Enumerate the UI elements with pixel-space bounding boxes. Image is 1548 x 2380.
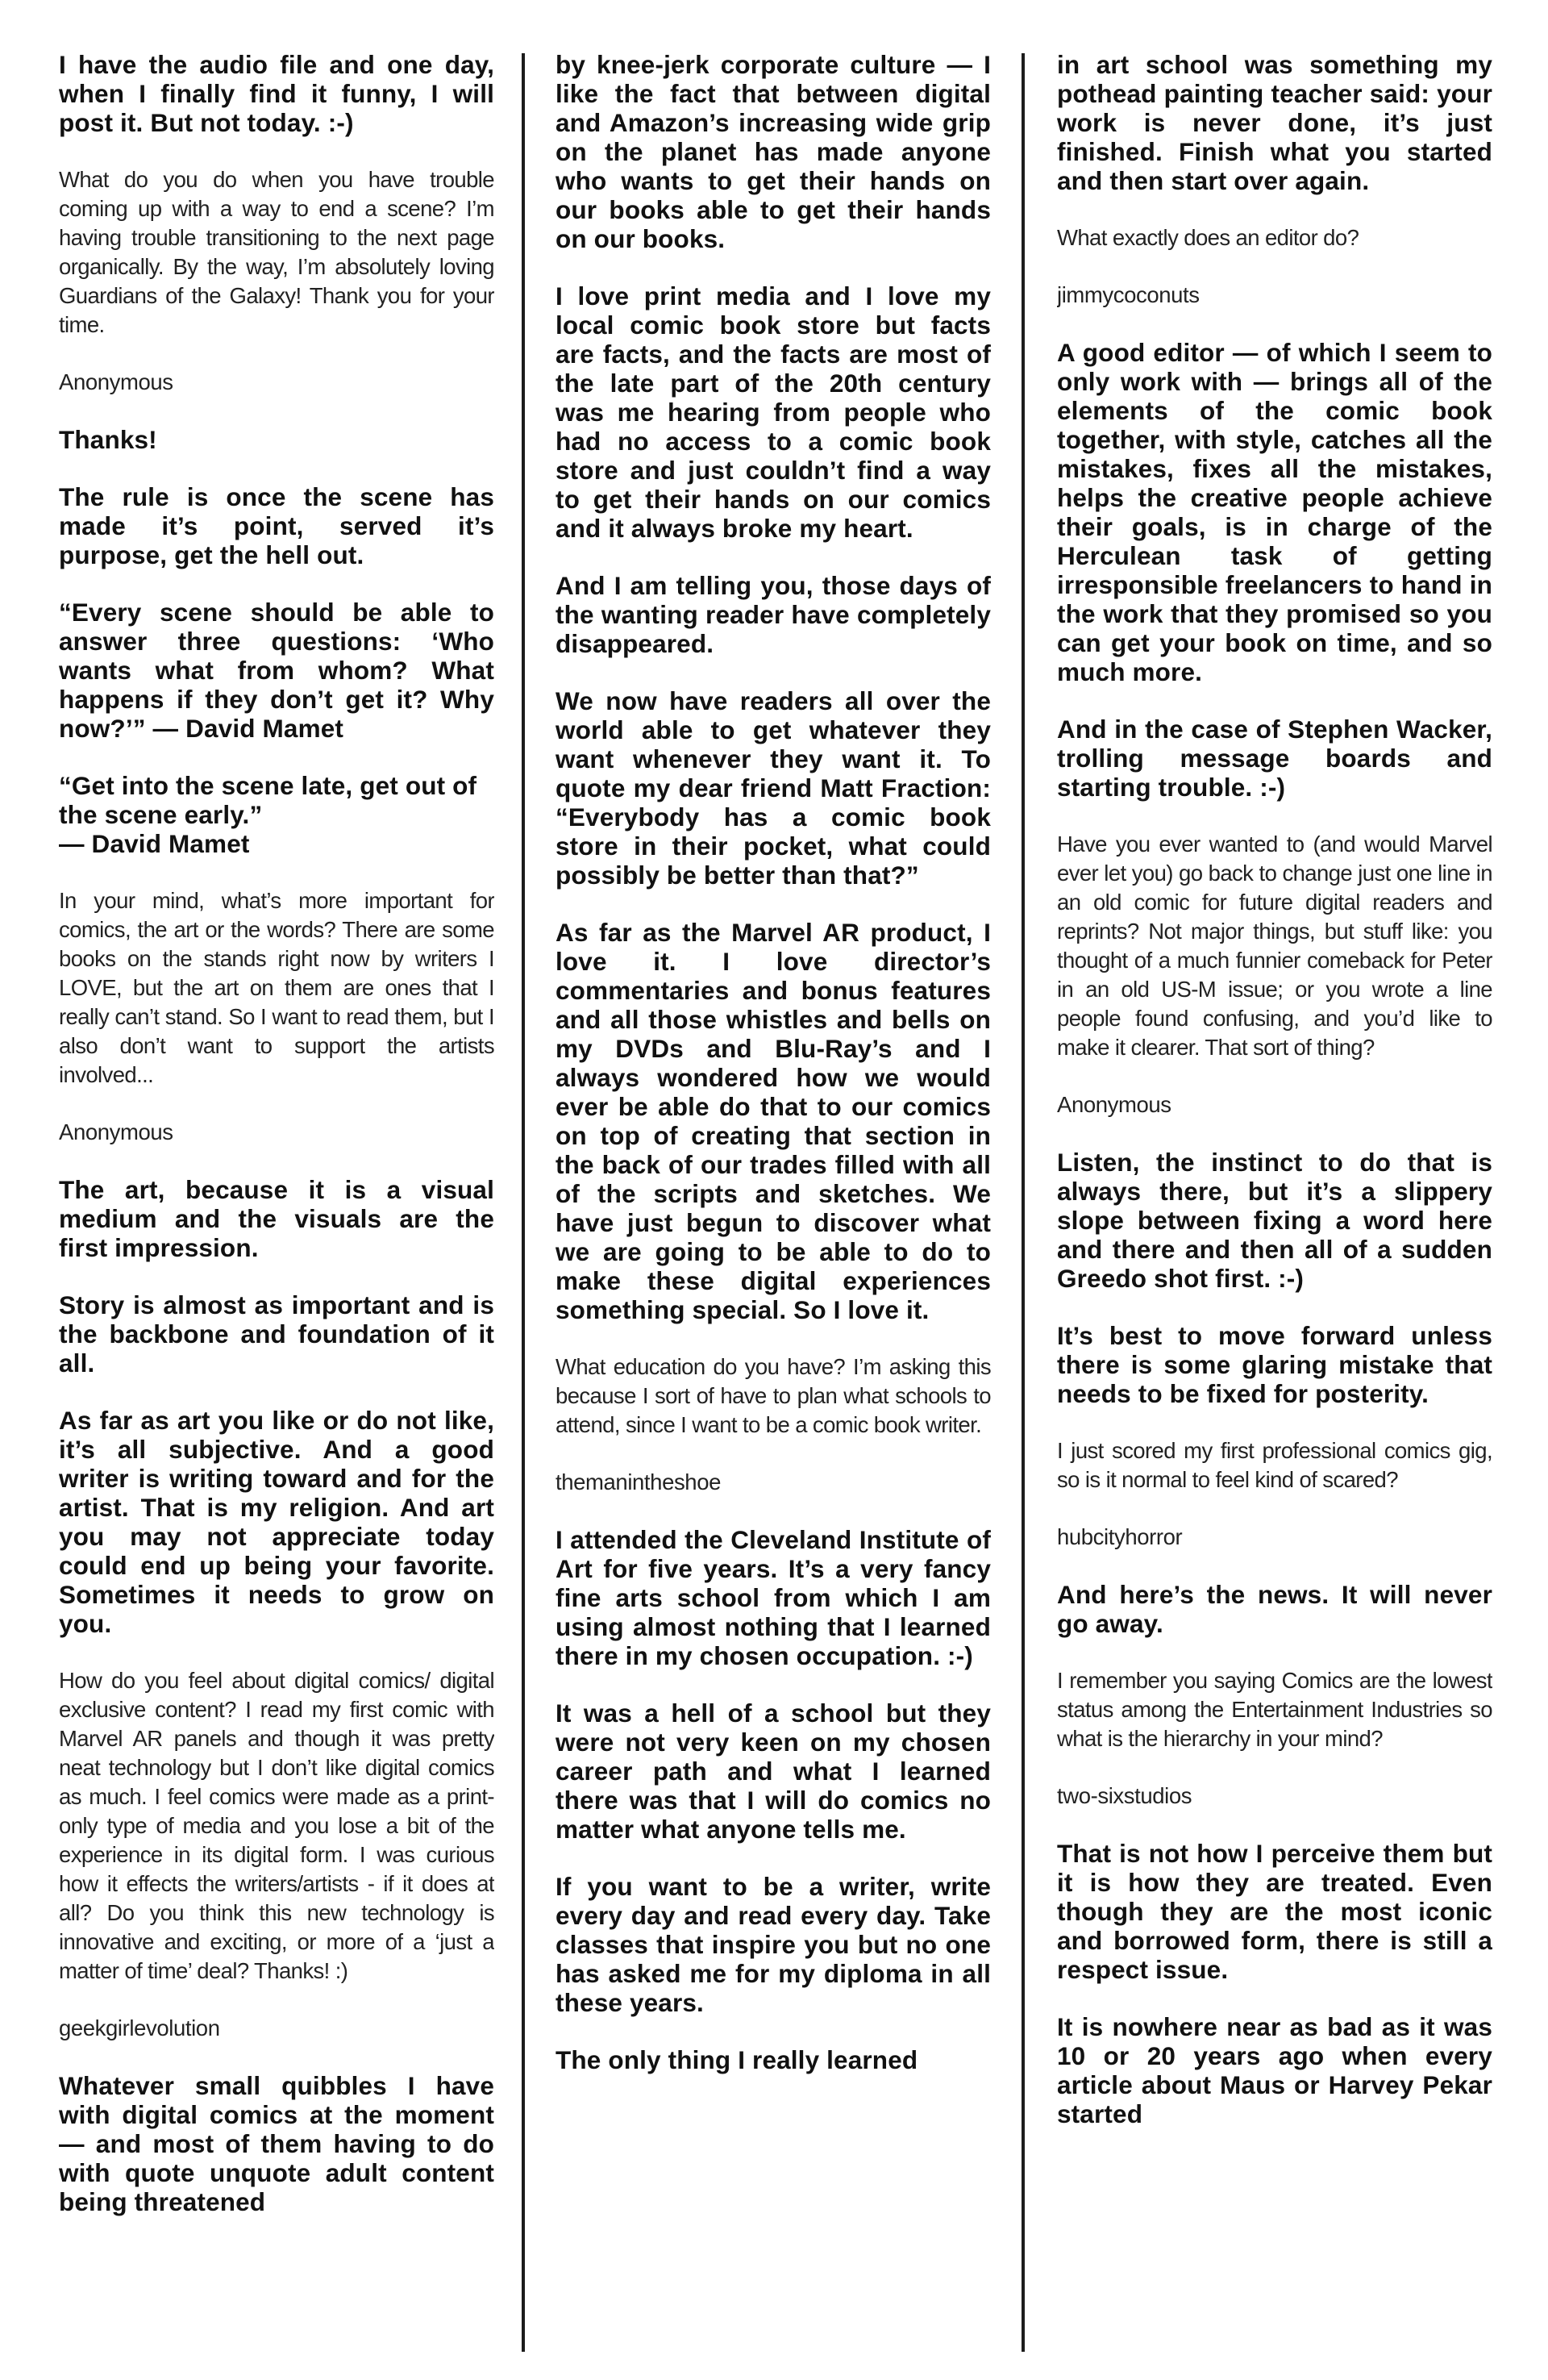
asker-name: Anonymous: [1057, 1092, 1171, 1117]
answer-paragraph: It’s best to move forward unless there is some glaring mistake that needs to be fixed for posterity.: [1057, 1321, 1492, 1408]
answer-paragraph: That is not how I perceive them but it is how they are treated. Even though they are the most iconic and borrowed form, there is still a respect issue.: [1057, 1839, 1492, 1984]
answer-paragraph: Thanks!: [59, 425, 157, 454]
answer-paragraph: And I am telling you, those days of the wanting reader have completely disappeared.: [556, 571, 991, 658]
asker-name: themanintheshoe: [556, 1469, 721, 1494]
quote-paragraph: “Every scene should be able to answer three questions: ‘Who wants what from whom? What happens if they don’t get it? Why now?’” — David Mamet: [59, 598, 494, 743]
question-paragraph: How do you feel about digital comics/ digital exclusive content? I read my first comic with Marvel AR panels and though it was pretty neat technology but I don’t like digital comics as much. I feel comics were made as a print-only type of media and you lose a bit of the experience in its digital form. I was curious how it effects the writers/artists - if it does at all? Do you think this new technology is innovative and exciting, or more of a ‘just a matter of time’ deal? Thanks! :): [59, 1668, 494, 1983]
answer-paragraph: in art school was something my pothead painting teacher said: your work is never done, it’s just finished. Finish what you started and then start over again.: [1057, 50, 1492, 195]
answer-paragraph: The only thing I really learned: [556, 2045, 918, 2074]
answer-paragraph: The art, because it is a visual medium and the visuals are the first impression.: [59, 1175, 494, 1262]
answer-paragraph: A good editor — of which I seem to only work with — brings all of the elements of the comic book together, with style, catches all the mistakes, fixes all the mistakes, helps the creative people achieve their goals, is in charge of the Herculean task of getting irresponsible freelancers to hand in the work that they promised so you can get your book on time, and so much more.: [1057, 338, 1492, 686]
answer-paragraph: I attended the Cleveland Institute of Art for five years. It’s a very fancy fine arts school from which I am using almost nothing that I learned there in my chosen occupation. :-): [556, 1525, 991, 1670]
question-paragraph: What exactly does an editor do?: [1057, 225, 1359, 250]
answer-paragraph: If you want to be a writer, write every day and read every day. Take classes that inspire you but no one has asked me for my diploma in all these years.: [556, 1872, 991, 2017]
asker-name: Anonymous: [59, 369, 173, 394]
answer-paragraph: Story is almost as important and is the backbone and foundation of it all.: [59, 1290, 494, 1378]
answer-paragraph: It is nowhere near as bad as it was 10 or 20 years ago when every article about Maus or Harvey Pekar started: [1057, 2012, 1492, 2128]
question-paragraph: Have you ever wanted to (and would Marvel ever let you) go back to change just one line in an old comic for future digital readers and reprints? Not major things, but stuff like: you thought of a much funnier comeback for Peter in an old US-M issue; or you wrote a line people found confusing, and you’d like to make it clearer. That sort of thing?: [1057, 832, 1492, 1060]
answer-paragraph: by knee-jerk corporate culture — I like the fact that between digital and Amazon’s increasing wide grip on the planet has made anyone who wants to get their hands on our books able to get their hands on our books.: [556, 50, 991, 253]
asker-name: Anonymous: [59, 1119, 173, 1144]
question-paragraph: I just scored my first professional comics gig, so is it normal to feel kind of scared?: [1057, 1438, 1492, 1492]
asker-name: jimmycoconuts: [1057, 282, 1200, 307]
asker-name: hubcityhorror: [1057, 1524, 1183, 1549]
answer-paragraph: We now have readers all over the world able to get whatever they want whenever they want it. To quote my dear friend Matt Fraction: “Everybody has a comic book store in their pocket, what could possibly be better than that?”: [556, 686, 991, 890]
question-paragraph: What education do you have? I’m asking this because I sort of have to plan what schools to attend, since I want to be a comic book writer.: [556, 1354, 991, 1437]
column-divider-1: [522, 53, 525, 2352]
answer-paragraph: I have the audio file and one day, when I finally find it funny, I will post it. But not today. :-): [59, 50, 494, 137]
answer-paragraph: Whatever small quibbles I have with digital comics at the moment — and most of them having to do with quote unquote adult content being threatened: [59, 2071, 494, 2216]
answer-paragraph: And in the case of Stephen Wacker, trolling message boards and starting trouble. :-): [1057, 715, 1492, 802]
quote-paragraph: “Get into the scene late, get out of the scene early.” — David Mamet: [59, 771, 477, 858]
answer-paragraph: It was a hell of a school but they were not very keen on my chosen career path and what I learned there was that I will do comics no matter what anyone tells me.: [556, 1699, 991, 1844]
column-3: [1057, 50, 1492, 2357]
question-paragraph: In your mind, what’s more important for comics, the art or the words? There are some books on the stands right now by writers I LOVE, but the art on them are ones that I really can’t stand. So I want to read them, but I also don’t want to support the artists involved...: [59, 888, 494, 1087]
answer-paragraph: Listen, the instinct to do that is always there, but it’s a slippery slope between fixing a word here and there and then all of a sudden Greedo shot first. :-): [1057, 1148, 1492, 1293]
question-paragraph: I remember you saying Comics are the lowest status among the Entertainment Industries so what is the hierarchy in your mind?: [1057, 1668, 1492, 1751]
answer-paragraph: As far as the Marvel AR product, I love it. I love director’s commentaries and bonus features and all those whistles and bells on my DVDs and Blu-Ray’s and I always wondered how we would ever be able do that to our comics on top of creating that section in the back of our trades filled with all of the scripts and sketches. We have just begun to discover what we are going to be able to do to make these digital experiences something special. So I love it.: [556, 918, 991, 1324]
asker-name: geekgirlevolution: [59, 2015, 220, 2040]
answer-paragraph: The rule is once the scene has made it’s point, served it’s purpose, get the hell out.: [59, 482, 494, 569]
question-paragraph: What do you do when you have trouble coming up with a way to end a scene? I’m having trouble transitioning to the next page organically. By the way, I’m absolutely loving Guardians of the Galaxy! Thank you for your time.: [59, 167, 494, 337]
answer-paragraph: I love print media and I love my local comic book store but facts are facts, and the facts are most of the late part of the 20th century was me hearing from people who had no access to a comic book store and just couldn’t find a way to get their hands on our comics and it always broke my heart.: [556, 281, 991, 543]
answer-paragraph: As far as art you like or do not like, it’s all subjective. And a good writer is writing toward and for the artist. That is my religion. And art you may not appreciate today could end up being your favorite. Sometimes it needs to grow on you.: [59, 1406, 494, 1638]
column-1: [59, 50, 494, 2357]
column-divider-2: [1022, 53, 1025, 2352]
column-2: [556, 50, 991, 2357]
answer-paragraph: And here’s the news. It will never go away.: [1057, 1580, 1492, 1638]
asker-name: two-sixstudios: [1057, 1783, 1192, 1808]
